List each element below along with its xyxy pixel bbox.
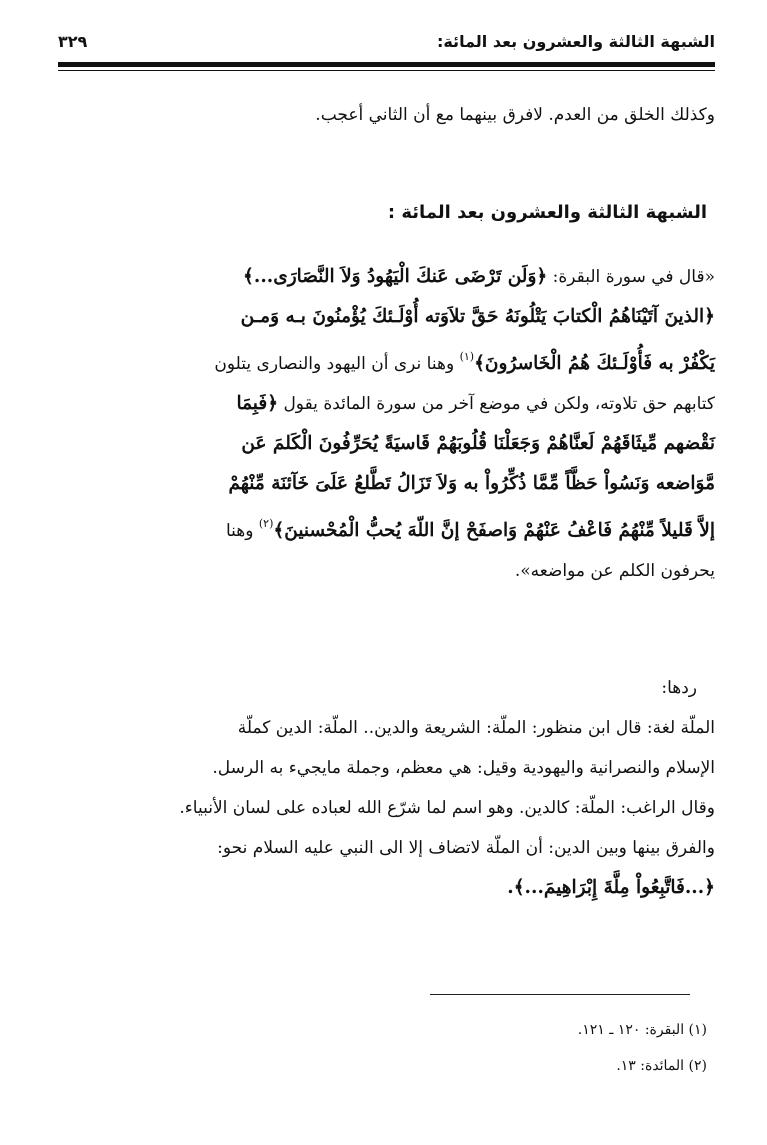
claim-line-7 — [58, 504, 715, 551]
claim-paragraph — [58, 257, 715, 591]
claim-line-3 — [58, 337, 715, 384]
running-header — [58, 30, 715, 60]
quran-verse: مَّوَاضعه وَنَسُواْ حَظَّاً مِّمَّا ذُكِّرُواْ به وَلاَ تَزَالُ تَطَّلعُ عَلَىَ خَآئنَة مِّنْهُمْ — [228, 473, 715, 494]
quran-verse: ﴿الذينَ آتَيْنَاهُمُ الْكتابَ يَتْلُونَهُ حَقَّ تلاَوَته أُوْلَـئكَ يُؤْمنُونَ بـه وَمـن — [240, 306, 715, 327]
claim-line-2 — [58, 297, 715, 337]
footnote-2: (٢) المائدة: ١٣. — [616, 1058, 707, 1074]
quran-verse: ﴿فَبِمَا — [236, 393, 279, 414]
claim-line-8 — [58, 551, 715, 591]
quran-verse: ﴿وَلَن تَرْضَى عَنكَ الْيَهُودُ وَلاَ النَّصَارَى...﴾ — [243, 266, 548, 287]
quran-verse: ﴿...فَاتَّبِعُواْ مِلَّةَ إِبْرَاهِيمَ...﴾. — [507, 877, 715, 898]
claim-line-5 — [58, 424, 715, 464]
reply-label: ردها: — [661, 678, 697, 698]
claim-text: يحرفون الكلم عن مواضعه». — [514, 561, 715, 581]
intro-line: وكذلك الخلق من العدم. لافرق بينهما مع أن الثاني أعجب. — [315, 105, 715, 125]
claim-text: كتابهم حق تلاوته، ولكن في موضع آخر من سورة المائدة يقول — [278, 394, 715, 414]
claim-line-4 — [58, 384, 715, 424]
footnote-1: (١) البقرة: ١٢٠ ـ ١٢١. — [577, 1022, 707, 1038]
section-heading: الشبهة الثالثة والعشرون بعد المائة : — [387, 202, 707, 223]
reply-paragraph — [58, 668, 715, 908]
claim-text: وهنا نرى أن اليهود والنصارى يتلون — [214, 354, 460, 374]
quran-verse: إلاَّ قَليلاً مِّنْهُمُ فَاعْفُ عَنْهُمْ وَاصفَحْ إنَّ اللّهَ يُحبُّ الْمُحْسنينَ﴾ — [273, 520, 715, 541]
page-number: ٣٢٩ — [58, 32, 88, 51]
footnotes — [58, 1012, 707, 1084]
intro-paragraph — [58, 101, 715, 129]
claim-line-1 — [58, 257, 715, 297]
footnote-marker: (١) — [459, 350, 475, 363]
header-rule-thick — [58, 62, 715, 67]
quran-verse: نَقْضهم مِّيثَاقَهُمْ لَعنَّاهُمْ وَجَعَلْنَا قُلُوبَهُمْ قَاسيَةً يُحَرِّفُونَ الْكَلمَ عَن — [241, 433, 715, 454]
reply-line-1: الملّة لغة: قال ابن منظور: الملّة: الشريعة والدين.. الملّة: الدين كملّة — [237, 718, 715, 738]
footnote-divider — [430, 994, 690, 995]
reply-line-3: وقال الراغب: الملّة: كالدين. وهو اسم لما شرّع الله لعباده على لسان الأنبياء. — [179, 798, 715, 818]
header-rule-thin — [58, 70, 715, 71]
reply-line-4: والفرق بينها وبين الدين: أن الملّة لاتضاف إلا الى النبي عليه السلام نحو: — [217, 838, 715, 858]
footnote-marker: (٢) — [258, 517, 274, 530]
claim-text: «قال في سورة البقرة: — [547, 267, 715, 287]
quran-verse: يَكْفُرْ به فَأُوْلَـئكَ هُمُ الْخَاسرُونَ﴾ — [474, 353, 715, 374]
reply-line-2: الإسلام والنصرانية واليهودية وقيل: هي معظم، وجملة مايجيء به الرسل. — [212, 758, 715, 778]
claim-line-6 — [58, 464, 715, 504]
header-title: الشبهة الثالثة والعشرون بعد المائة: — [436, 32, 715, 51]
claim-text: وهنا — [225, 521, 259, 541]
